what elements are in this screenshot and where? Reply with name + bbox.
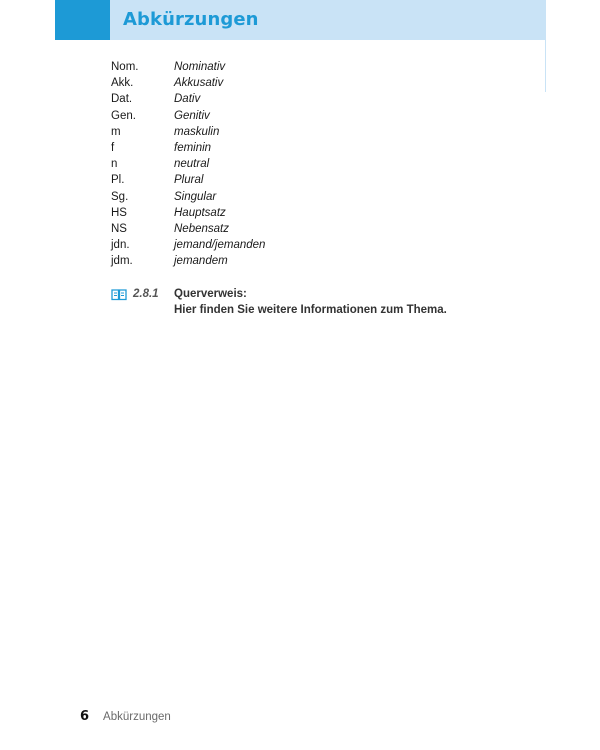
list-item — [111, 172, 511, 188]
page-title: Abkürzungen — [123, 9, 259, 30]
cross-reference-number: 2.8.1 — [133, 288, 159, 300]
abbreviation-definition: Genitiv — [174, 109, 210, 122]
abbreviation-list — [111, 59, 511, 269]
abbreviation-term: Sg. — [111, 190, 129, 203]
cross-reference-marker — [111, 286, 174, 302]
page-number: 6 — [80, 709, 90, 724]
abbreviation-term: f — [111, 141, 115, 154]
list-item — [111, 59, 511, 75]
abbreviation-term: jdn. — [111, 239, 130, 252]
list-item — [111, 140, 511, 156]
header-accent-block — [55, 0, 110, 40]
abbreviation-definition: Singular — [174, 190, 217, 203]
abbreviation-term: Akk. — [111, 77, 134, 90]
abbreviation-definition: Dativ — [174, 93, 201, 106]
abbreviation-definition: neutral — [174, 158, 210, 171]
list-item — [111, 91, 511, 107]
list-item — [111, 156, 511, 172]
abbreviation-term: HS — [111, 206, 127, 219]
abbreviation-definition: Nebensatz — [174, 222, 229, 235]
list-item — [111, 221, 511, 237]
abbreviation-term: jdm. — [111, 255, 133, 268]
cross-reference-body: Hier finden Sie weitere Informationen zum Thema. — [174, 304, 447, 316]
margin-rule — [545, 40, 546, 92]
abbreviation-term: m — [111, 125, 121, 138]
list-item — [111, 253, 511, 269]
list-item — [111, 124, 511, 140]
abbreviation-definition: Nominativ — [174, 61, 226, 73]
abbreviation-definition: jemand/jemanden — [174, 239, 266, 252]
abbreviation-definition: Hauptsatz — [174, 206, 226, 219]
page-footer — [80, 709, 171, 725]
abbreviation-definition: Akkusativ — [174, 77, 224, 90]
list-item — [111, 189, 511, 205]
book-icon — [111, 288, 127, 301]
abbreviation-definition: maskulin — [174, 125, 220, 138]
running-footer-label: Abkürzungen — [103, 711, 171, 723]
abbreviation-term: n — [111, 158, 118, 171]
abbreviation-term: Gen. — [111, 109, 136, 122]
cross-reference-text — [174, 286, 534, 318]
list-item — [111, 205, 511, 221]
abbreviation-definition: feminin — [174, 141, 212, 154]
abbreviation-term: Nom. — [111, 61, 139, 73]
list-item — [111, 75, 511, 91]
list-item — [111, 108, 511, 124]
list-item — [111, 237, 511, 253]
abbreviation-term: Pl. — [111, 174, 125, 187]
abbreviation-term: NS — [111, 222, 127, 235]
abbreviation-definition: jemandem — [174, 255, 228, 268]
abbreviation-definition: Plural — [174, 174, 204, 187]
cross-reference-title: Querverweis: — [174, 288, 247, 300]
abbreviation-term: Dat. — [111, 93, 133, 106]
